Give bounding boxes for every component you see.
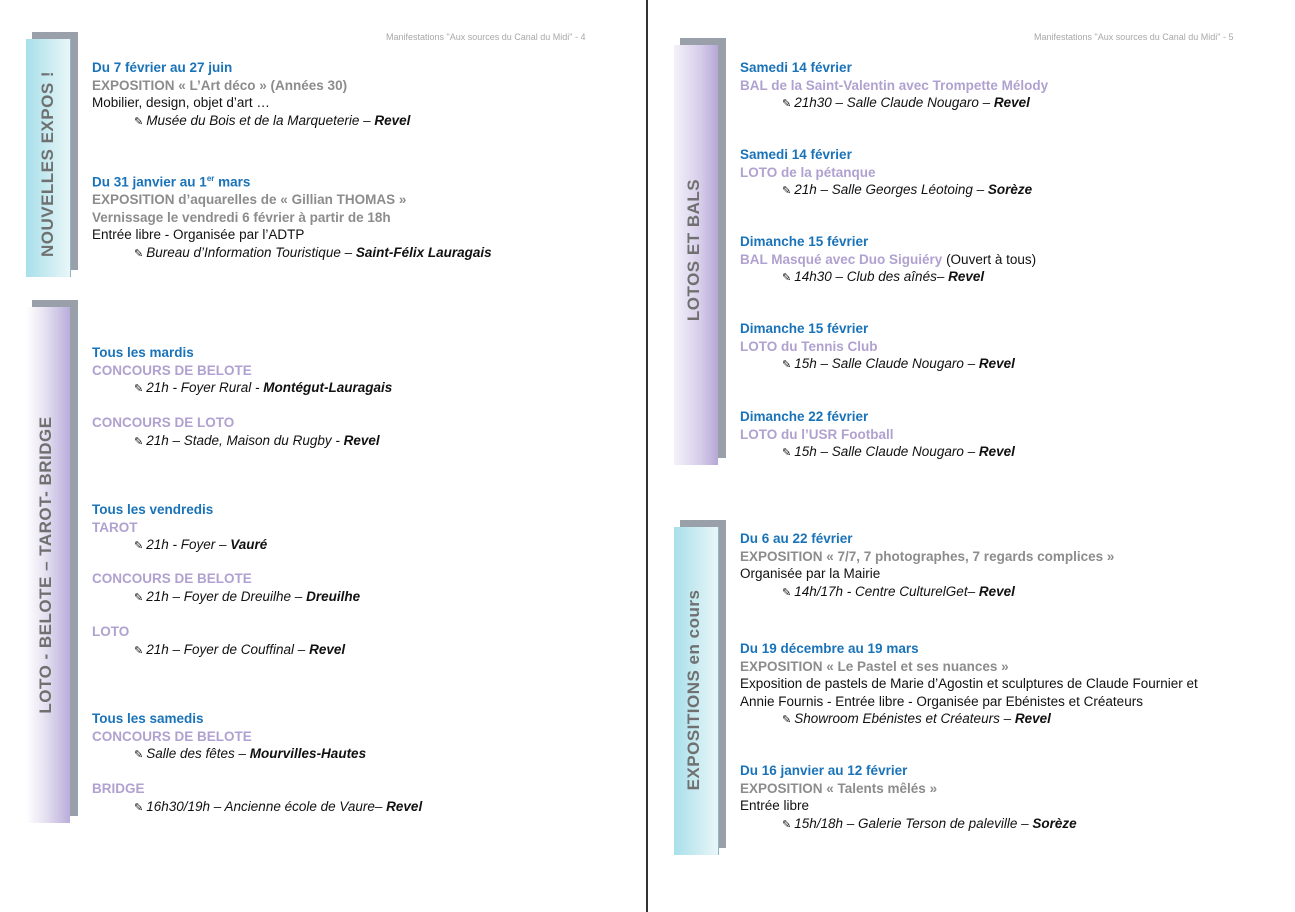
event-title: BAL de la Saint-Valentin avec Trompette Mélody bbox=[740, 77, 1049, 93]
event-town: Dreuilhe bbox=[306, 588, 361, 604]
event-item bbox=[92, 170, 492, 263]
event-item bbox=[92, 623, 345, 660]
event-item bbox=[740, 408, 1015, 463]
event-title: CONCOURS DE BELOTE bbox=[92, 362, 252, 378]
event-date: Dimanche 15 février bbox=[740, 234, 869, 249]
event-location: ✎ 21h - Foyer Rural - Montégut-Lauragais bbox=[134, 380, 393, 395]
event-town: Revel bbox=[978, 583, 1015, 599]
event-title: BAL Masqué avec Duo Siguiéry (Ouvert à tous) bbox=[740, 251, 1037, 267]
tab-nouvelles-expos bbox=[26, 32, 78, 277]
event-date: Du 16 janvier au 12 février bbox=[740, 763, 908, 778]
event-town: Vauré bbox=[230, 537, 268, 552]
hand-pointer-icon: ✎ bbox=[134, 435, 144, 448]
event-item bbox=[740, 320, 1015, 375]
event-location: ✎ 15h – Salle Claude Nougaro – Revel bbox=[782, 356, 1015, 371]
event-town: Revel bbox=[374, 112, 411, 128]
event-date: Du 31 janvier au 1er mars bbox=[92, 174, 251, 190]
event-description: Mobilier, design, objet d’art … bbox=[92, 95, 270, 110]
event-title: EXPOSITION d’aquarelles de « Gillian THOMAS » bbox=[92, 192, 407, 207]
event-title: LOTO bbox=[92, 624, 130, 639]
event-title: BRIDGE bbox=[92, 781, 145, 796]
tab-loto-belote bbox=[26, 300, 78, 824]
event-date: Samedi 14 février bbox=[740, 60, 852, 75]
event-location: ✎ 21h - Foyer – Vauré bbox=[134, 537, 268, 552]
event-date: Du 7 février au 27 juin bbox=[92, 60, 233, 75]
event-item bbox=[92, 414, 380, 451]
event-note: (Ouvert à tous) bbox=[942, 251, 1037, 267]
event-title: LOTO du l’USR Football bbox=[740, 426, 894, 442]
event-date: Dimanche 22 février bbox=[740, 409, 869, 424]
event-date: Dimanche 15 février bbox=[740, 321, 869, 336]
event-town: Revel bbox=[386, 798, 423, 814]
event-item bbox=[92, 59, 410, 131]
event-title: CONCOURS DE BELOTE bbox=[92, 571, 252, 586]
event-location: ✎ 15h – Salle Claude Nougaro – Revel bbox=[782, 444, 1015, 459]
tab-label: LOTOS ET BALS bbox=[684, 178, 703, 322]
event-location: ✎ Salle des fêtes – Mourvilles-Hautes bbox=[134, 746, 367, 761]
event-location: ✎ 21h – Salle Georges Léotoing – Sorèze bbox=[782, 182, 1033, 197]
tab-lotos-et-bals bbox=[674, 38, 726, 466]
event-location: ✎ 15h/18h – Galerie Terson de paleville – Sorèze bbox=[782, 815, 1077, 831]
event-town: Sorèze bbox=[1032, 815, 1077, 831]
hand-pointer-icon: ✎ bbox=[782, 272, 792, 284]
event-subtitle: Vernissage le vendredi 6 février à partir de 18h bbox=[92, 209, 391, 225]
event-item bbox=[740, 59, 1048, 114]
hand-pointer-icon: ✎ bbox=[134, 540, 144, 552]
event-location: ✎ Bureau d’Information Touristique – Saint-Félix Lauragais bbox=[134, 244, 492, 260]
event-description: Entrée libre - Organisée par l’ADTP bbox=[92, 227, 305, 242]
event-date: Du 6 au 22 février bbox=[740, 531, 853, 546]
event-item bbox=[92, 570, 360, 607]
event-town: Revel bbox=[948, 269, 985, 284]
event-title: EXPOSITION « 7/7, 7 photographes, 7 regards complices » bbox=[740, 548, 1115, 564]
event-title: LOTO de la pétanque bbox=[740, 164, 876, 180]
event-location: ✎ 14h30 – Club des aînés– Revel bbox=[782, 269, 985, 284]
event-description: Annie Fournis - Entrée libre - Organisée par Ebénistes et Créateurs bbox=[740, 693, 1143, 709]
event-date: Tous les samedis bbox=[92, 711, 204, 726]
event-town: Revel bbox=[978, 356, 1015, 371]
event-item bbox=[740, 233, 1036, 288]
hand-pointer-icon: ✎ bbox=[134, 801, 144, 814]
event-date: Samedi 14 février bbox=[740, 147, 852, 162]
tab-expositions-en-cours bbox=[674, 520, 726, 856]
event-location: ✎ 14h/17h - Centre CulturelGet– Revel bbox=[782, 583, 1015, 599]
event-location: ✎ 16h30/19h – Ancienne école de Vaure– Revel bbox=[134, 798, 423, 814]
event-title: LOTO du Tennis Club bbox=[740, 338, 878, 354]
hand-pointer-icon: ✎ bbox=[782, 714, 792, 726]
tab-label: NOUVELLES EXPOS ! bbox=[38, 70, 57, 258]
event-location: ✎ 21h – Foyer de Dreuilhe – Dreuilhe bbox=[134, 588, 361, 604]
page-header: Manifestations "Aux sources du Canal du Midi" - 5 bbox=[1034, 32, 1234, 42]
tab-label: LOTO - BELOTE – TAROT- BRIDGE bbox=[36, 416, 55, 714]
event-town: Mourvilles-Hautes bbox=[249, 746, 367, 761]
event-title: TAROT bbox=[92, 519, 138, 535]
hand-pointer-icon: ✎ bbox=[782, 586, 792, 599]
hand-pointer-icon: ✎ bbox=[782, 185, 792, 197]
event-date: Tous les mardis bbox=[92, 345, 194, 360]
hand-pointer-icon: ✎ bbox=[782, 818, 792, 831]
event-town: Revel bbox=[309, 641, 346, 657]
event-item bbox=[92, 344, 392, 399]
hand-pointer-icon: ✎ bbox=[134, 383, 144, 395]
hand-pointer-icon: ✎ bbox=[782, 359, 792, 371]
event-location: ✎ Musée du Bois et de la Marqueterie – Revel bbox=[134, 112, 411, 128]
page-header: Manifestations "Aux sources du Canal du Midi" - 4 bbox=[386, 32, 586, 42]
event-item bbox=[740, 762, 1077, 834]
hand-pointer-icon: ✎ bbox=[134, 644, 144, 657]
hand-pointer-icon: ✎ bbox=[134, 115, 144, 128]
event-description: Organisée par la Mairie bbox=[740, 566, 881, 581]
hand-pointer-icon: ✎ bbox=[782, 98, 792, 110]
event-title: CONCOURS DE BELOTE bbox=[92, 728, 252, 744]
hand-pointer-icon: ✎ bbox=[134, 749, 144, 761]
event-title: EXPOSITION « Le Pastel et ses nuances » bbox=[740, 658, 1009, 674]
hand-pointer-icon: ✎ bbox=[134, 247, 144, 260]
event-description: Exposition de pastels de Marie d’Agostin et sculptures de Claude Fournier et bbox=[740, 676, 1198, 691]
event-location: ✎ 21h – Foyer de Couffinal – Revel bbox=[134, 641, 346, 657]
event-title: EXPOSITION « L’Art déco » (Années 30) bbox=[92, 77, 348, 93]
event-title: EXPOSITION « Talents mêlés » bbox=[740, 780, 938, 796]
event-date: Du 19 décembre au 19 mars bbox=[740, 641, 919, 656]
hand-pointer-icon: ✎ bbox=[782, 447, 792, 459]
hand-pointer-icon: ✎ bbox=[134, 591, 144, 604]
event-item bbox=[740, 146, 1032, 201]
event-location: ✎ 21h30 – Salle Claude Nougaro – Revel bbox=[782, 95, 1030, 110]
event-item bbox=[740, 640, 1198, 730]
event-title: CONCOURS DE LOTO bbox=[92, 415, 235, 430]
event-item bbox=[740, 530, 1114, 602]
event-location: ✎ Showroom Ebénistes et Créateurs – Revel bbox=[782, 711, 1051, 726]
tab-label: EXPOSITIONS en cours bbox=[684, 589, 703, 791]
event-item bbox=[92, 501, 267, 556]
event-date: Tous les vendredis bbox=[92, 502, 214, 517]
event-description: Entrée libre bbox=[740, 798, 810, 813]
event-town: Saint-Félix Lauragais bbox=[355, 244, 492, 260]
event-town: Revel bbox=[993, 95, 1030, 110]
event-town: Revel bbox=[343, 432, 380, 448]
event-item bbox=[92, 710, 366, 765]
event-town: Sorèze bbox=[987, 182, 1033, 197]
event-town: Montégut-Lauragais bbox=[263, 380, 393, 395]
event-location: ✎ 21h – Stade, Maison du Rugby - Revel bbox=[134, 432, 380, 448]
right-page bbox=[648, 0, 1295, 912]
event-town: Revel bbox=[1014, 711, 1051, 726]
event-item bbox=[92, 780, 422, 817]
event-town: Revel bbox=[978, 444, 1015, 459]
left-page bbox=[0, 0, 646, 912]
